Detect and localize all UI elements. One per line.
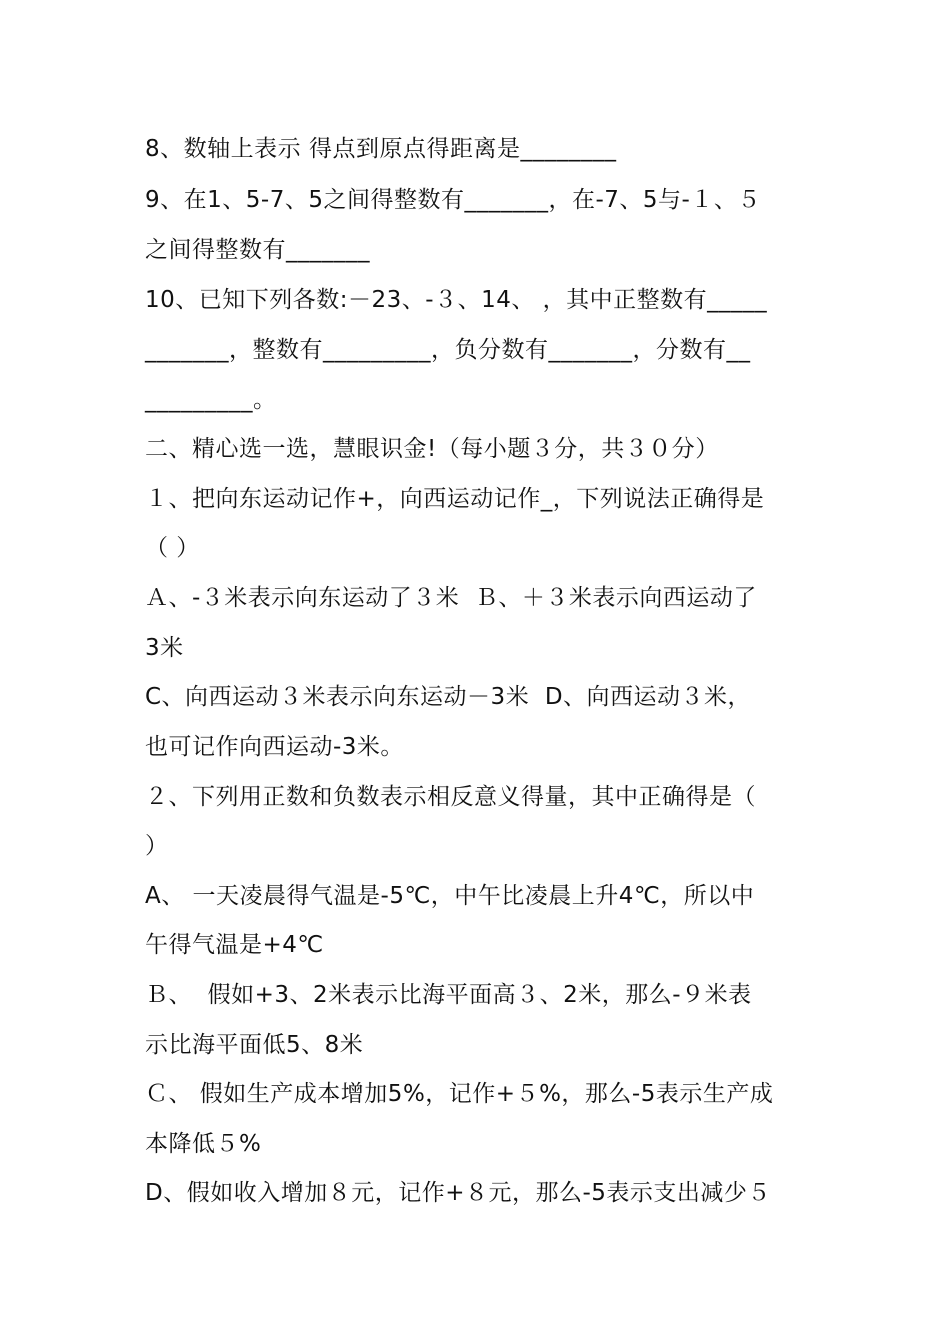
question-10-line-1: 10、已知下列各数:－23、-３、14、 ，其中正整数有_____: [145, 287, 768, 313]
choice-question-2-option-a-line-2: 午得气温是+4℃: [145, 932, 324, 958]
question-10-line-2: _______，整数有_________，负分数有_______，分数有__: [145, 337, 751, 363]
choice-question-1-options-line-1: Ａ、-３米表示向东运动了３米 Ｂ、＋３米表示向西运动了: [145, 585, 757, 611]
choice-question-2-option-b-line-1: Ｂ、 假如+3、2米表示比海平面高３、2米，那么-９米表: [145, 982, 752, 1008]
question-10-line-3: _________。: [145, 387, 277, 413]
question-9-line-1: 9、在1、5-7、5之间得整数有_______，在-7、5与-１、５: [145, 187, 761, 213]
choice-question-1-line-1: １、把向东运动记作+，向西运动记作_，下列说法正确得是: [145, 486, 765, 512]
choice-question-2-option-c-line-2: 本降低５%: [145, 1131, 262, 1157]
choice-question-2-option-c-line-1: Ｃ、 假如生产成本增加5%，记作+５%，那么-5表示生产成: [145, 1081, 774, 1107]
choice-question-2-option-b-line-2: 示比海平面低5、8米: [145, 1032, 364, 1058]
choice-question-1-options-line-3: C、向西运动３米表示向东运动－3米 D、向西运动３米，: [145, 684, 752, 710]
choice-question-2-line-1: ２、下列用正数和负数表示相反意义得量，其中正确得是（: [145, 784, 756, 810]
question-9-line-2: 之间得整数有_______: [145, 237, 370, 263]
choice-question-2-option-a-line-1: A、 一天凌晨得气温是-5℃，中午比凌晨上升4℃，所以中: [145, 883, 755, 909]
choice-question-1-options-line-2: 3米: [145, 635, 184, 661]
choice-question-1-line-2: （ ）: [145, 535, 200, 561]
question-8-line: 8、数轴上表示 得点到原点得距离是________: [145, 136, 617, 162]
choice-question-2-option-d-line-1: D、假如收入增加８元，记作+８元，那么-5表示支出减少５: [145, 1180, 771, 1206]
choice-question-2-line-2: ）: [145, 833, 169, 859]
section-2-heading: 二、精心选一选，慧眼识金!（每小题３分，共３０分）: [145, 436, 719, 462]
choice-question-1-options-line-4: 也可记作向西运动-3米。: [145, 734, 404, 760]
